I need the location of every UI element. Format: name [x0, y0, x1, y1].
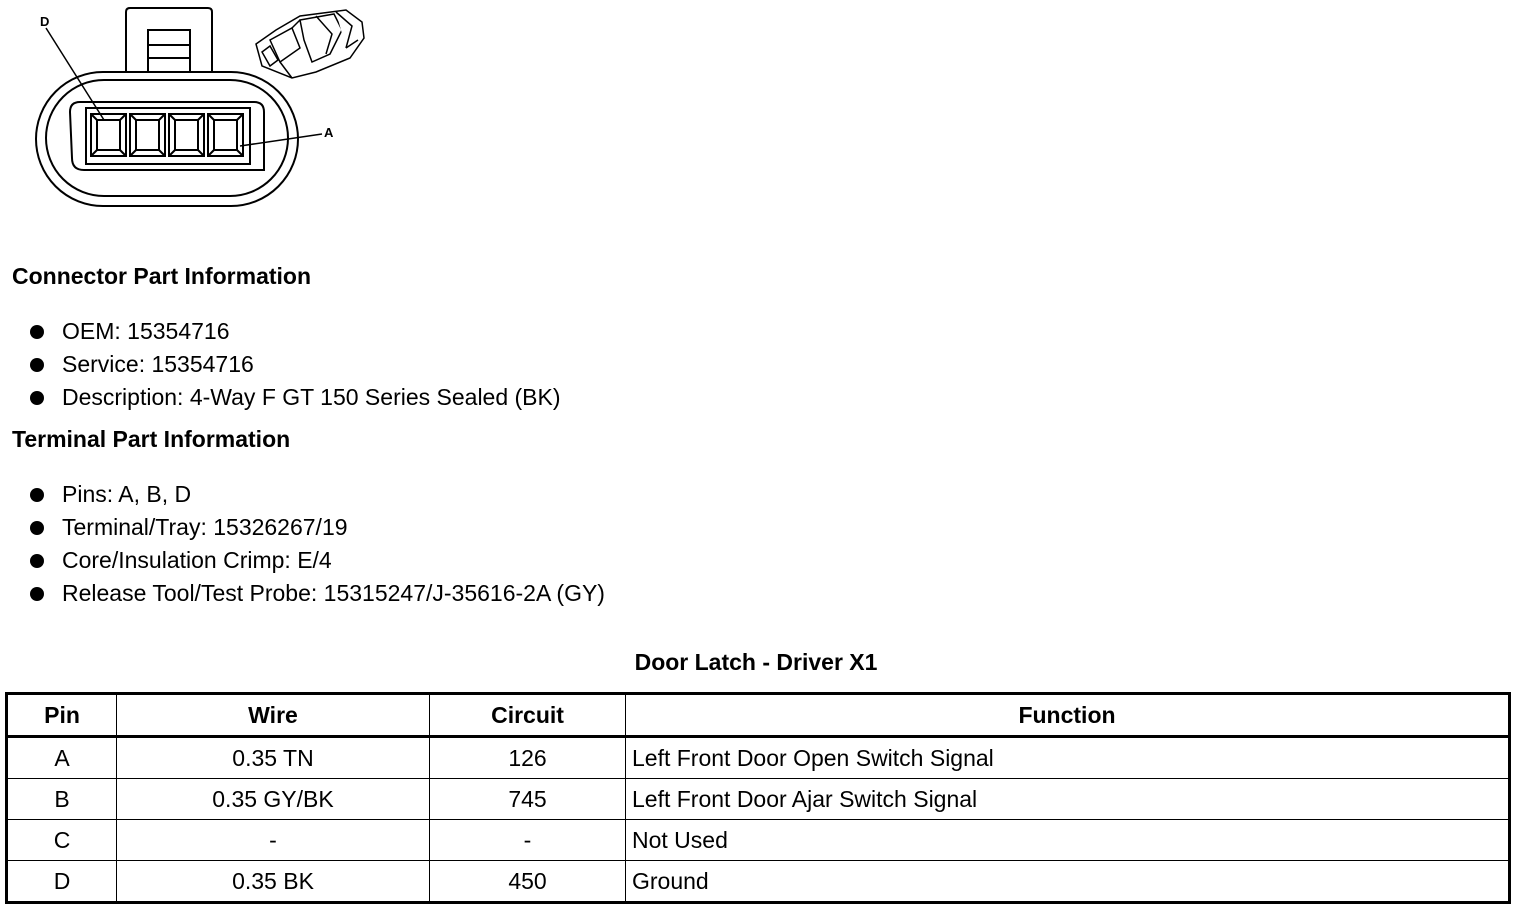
column-header-function: Function	[626, 694, 1510, 737]
circuit-cell: 126	[430, 737, 626, 779]
table-row	[7, 779, 1510, 820]
terminal-part-heading: Terminal Part Information	[12, 426, 291, 452]
function-cell: Left Front Door Ajar Switch Signal	[626, 779, 1510, 820]
bullet-icon	[30, 587, 44, 601]
pin-cell: C	[7, 820, 117, 861]
bullet-icon	[30, 521, 44, 535]
bullet-icon	[30, 358, 44, 372]
connector-part-heading: Connector Part Information	[12, 263, 312, 289]
connector-isometric-icon	[256, 10, 364, 78]
pinout-table	[5, 692, 1511, 904]
bullet-icon	[30, 325, 44, 339]
function-cell: Not Used	[626, 820, 1510, 861]
bullet-icon	[30, 488, 44, 502]
wire-cell: 0.35 BK	[117, 861, 430, 903]
wire-cell: 0.35 TN	[117, 737, 430, 779]
pin-cell: D	[7, 861, 117, 903]
circuit-cell: 450	[430, 861, 626, 903]
circuit-cell: -	[430, 820, 626, 861]
callout-a-label: A	[324, 125, 334, 140]
connector-face-diagram	[0, 0, 380, 215]
column-header-pin: Pin	[7, 694, 117, 737]
function-cell: Ground	[626, 861, 1510, 903]
table-row	[7, 737, 1510, 779]
pin-cell: B	[7, 779, 117, 820]
bullet-icon	[30, 391, 44, 405]
table-header-row	[7, 694, 1510, 737]
column-header-circuit: Circuit	[430, 694, 626, 737]
function-cell: Left Front Door Open Switch Signal	[626, 737, 1510, 779]
pin-cell: A	[7, 737, 117, 779]
bullet-icon	[30, 554, 44, 568]
table-row	[7, 820, 1510, 861]
wire-cell: 0.35 GY/BK	[117, 779, 430, 820]
column-header-wire: Wire	[117, 694, 430, 737]
table-title: Door Latch - Driver X1	[634, 649, 878, 675]
circuit-cell: 745	[430, 779, 626, 820]
table-row	[7, 861, 1510, 903]
wire-cell: -	[117, 820, 430, 861]
callout-d-label: D	[40, 14, 50, 29]
